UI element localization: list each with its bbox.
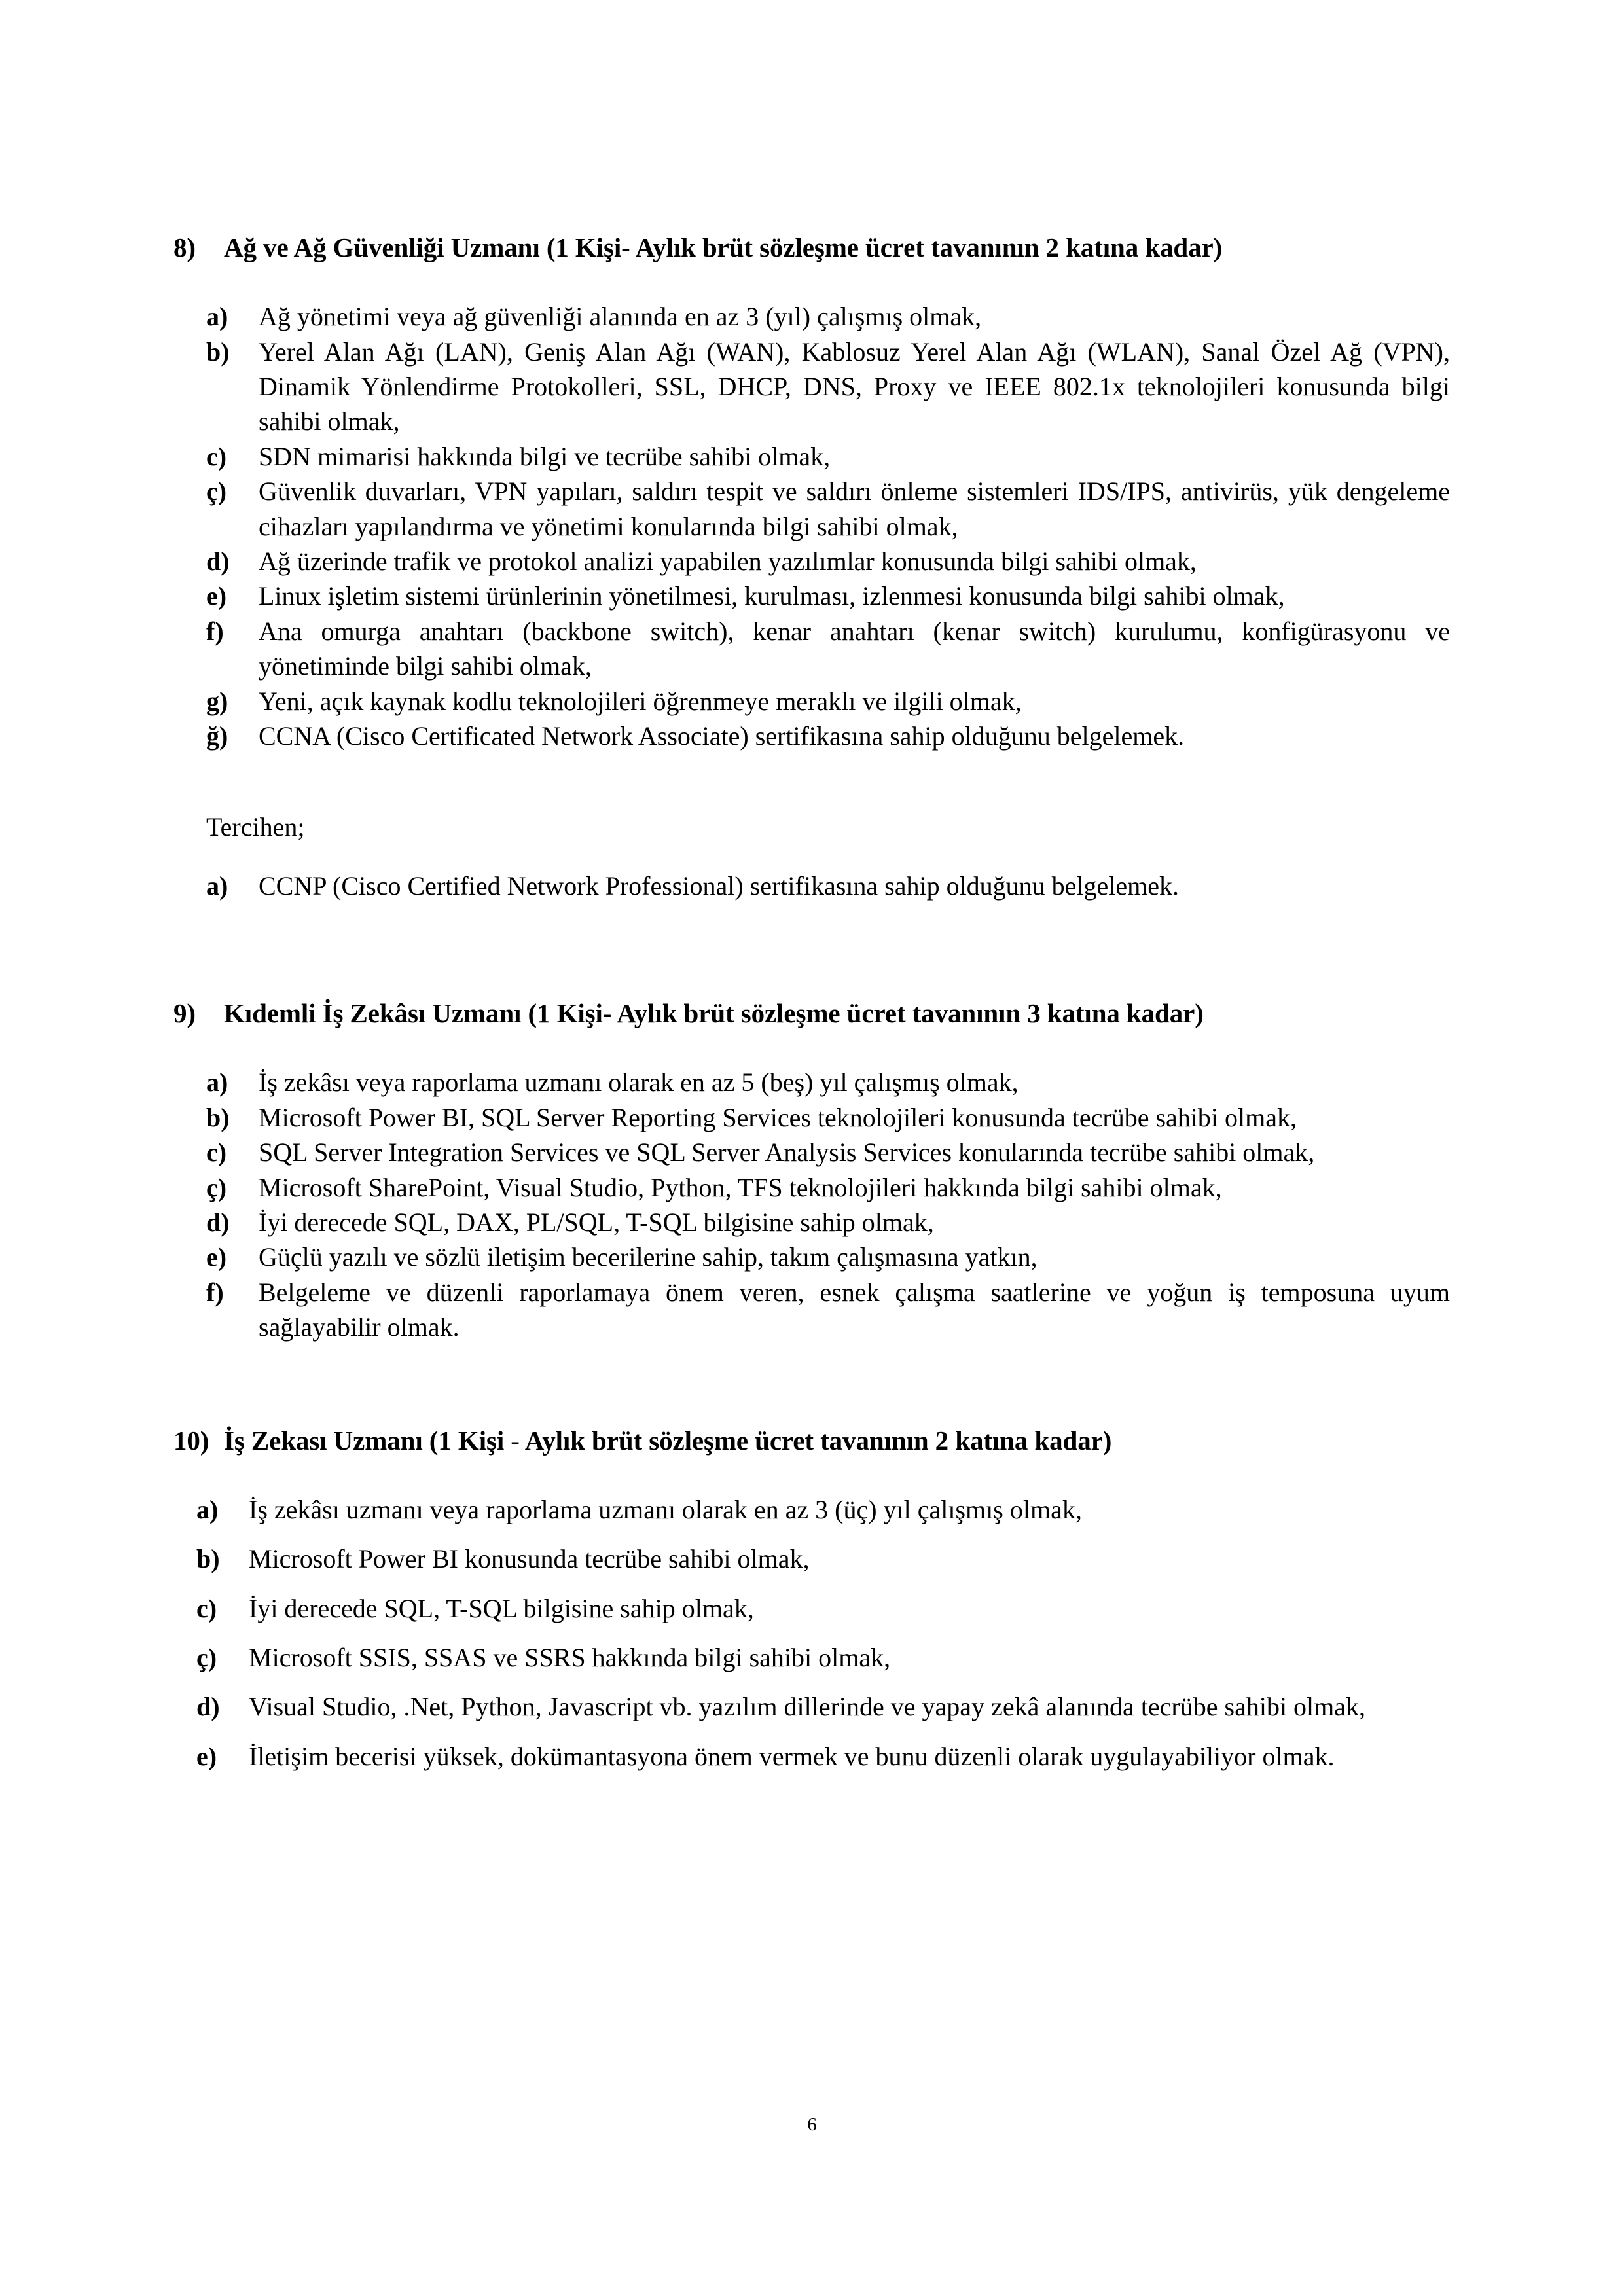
list-item	[206, 614, 1450, 684]
list-marker: b)	[196, 1544, 220, 1574]
list-item	[206, 1205, 1450, 1240]
list-item	[206, 684, 1450, 719]
section-number-8: 8)	[173, 232, 196, 262]
list-item	[206, 719, 1450, 753]
list-item-text: Güvenlik duvarları, VPN yapıları, saldırı tespit ve saldırı önleme sistemleri IDS/IPS, antivirüs, yük dengeleme cihazları yapılandırma ve yönetimi konularında bilgi sahibi olmak,	[259, 476, 1450, 541]
list-marker: g)	[206, 686, 228, 716]
section-heading-8	[173, 230, 1450, 265]
section-title-8: Ağ ve Ağ Güvenliği Uzmanı (1 Kişi- Aylık brüt sözleşme ücret tavanının 2 katına kadar)	[224, 232, 1223, 262]
list-marker: b)	[206, 336, 230, 367]
list-item	[196, 1689, 1450, 1724]
spacer	[173, 1458, 1450, 1492]
section-number-10: 10)	[173, 1425, 209, 1456]
requirements-list-10	[196, 1492, 1450, 1774]
list-item-text: Visual Studio, .Net, Python, Javascript vb. yazılım dillerinde ve yapay zekâ alanında tecrübe sahibi olmak,	[249, 1692, 1366, 1722]
list-item-text: CCNP (Cisco Certified Network Professional) sertifikasına sahip olduğunu belgelemek.	[259, 870, 1180, 901]
list-item	[196, 1591, 1450, 1626]
list-item-text: Yeni, açık kaynak kodlu teknolojileri öğrenmeye meraklı ve ilgili olmak,	[259, 686, 1022, 716]
list-marker: ğ)	[206, 721, 228, 751]
list-item	[206, 1275, 1450, 1345]
section-heading-9	[173, 996, 1450, 1031]
section-title-10: İş Zekası Uzmanı (1 Kişi - Aylık brüt sözleşme ücret tavanının 2 katına kadar)	[224, 1425, 1112, 1456]
list-item-text: Yerel Alan Ağı (LAN), Geniş Alan Ağı (WAN), Kablosuz Yerel Alan Ağı (WLAN), Sanal Özel Ağ (VPN), Dinamik Yönlendirme Protokolleri, SSL, DHCP, DNS, Proxy ve IEEE 802.1x teknolojileri konusunda bilgi sahibi olmak,	[259, 336, 1450, 437]
list-marker: a)	[196, 1494, 219, 1524]
list-item-text: CCNA (Cisco Certificated Network Associate) sertifikasına sahip olduğunu belgelemek.	[259, 721, 1185, 751]
list-marker: ç)	[206, 1172, 227, 1202]
list-item	[206, 474, 1450, 544]
list-item	[206, 544, 1450, 579]
list-marker: f)	[206, 616, 224, 646]
list-marker: d)	[206, 547, 230, 577]
list-item	[206, 1065, 1450, 1100]
list-item-text: Microsoft SSIS, SSAS ve SSRS hakkında bilgi sahibi olmak,	[249, 1643, 891, 1673]
preferred-list-8	[206, 869, 1450, 903]
list-item	[196, 1541, 1450, 1576]
list-item-text: Linux işletim sistemi ürünlerinin yönetilmesi, kurulması, izlenmesi konusunda bilgi sahibi olmak,	[259, 581, 1285, 611]
list-item	[206, 299, 1450, 334]
spacer	[173, 265, 1450, 299]
list-item-text: Ağ üzerinde trafik ve protokol analizi yapabilen yazılımlar konusunda bilgi sahibi olmak,	[259, 547, 1197, 577]
spacer	[173, 753, 1450, 810]
list-item	[196, 1640, 1450, 1675]
list-marker: c)	[206, 1138, 227, 1168]
list-marker: d)	[196, 1692, 220, 1722]
list-marker: c)	[196, 1593, 217, 1623]
list-item	[206, 1170, 1450, 1205]
list-item-text: SQL Server Integration Services ve SQL Server Analysis Services konularında tecrübe sahibi olmak,	[259, 1138, 1315, 1168]
list-marker: ç)	[206, 476, 227, 507]
requirements-list-8	[206, 299, 1450, 753]
list-item-text: Microsoft Power BI, SQL Server Reporting Services teknolojileri konusunda tecrübe sahibi olmak,	[259, 1102, 1297, 1132]
spacer	[173, 1345, 1450, 1424]
list-marker: d)	[206, 1208, 230, 1238]
list-item	[206, 1240, 1450, 1274]
list-item	[206, 869, 1450, 903]
list-marker: a)	[206, 1067, 228, 1098]
page-number: 6	[807, 2114, 817, 2135]
list-item-text: SDN mimarisi hakkında bilgi ve tecrübe sahibi olmak,	[259, 441, 831, 471]
list-marker: e)	[206, 1242, 227, 1272]
list-item	[206, 439, 1450, 474]
list-item	[196, 1739, 1450, 1774]
preferred-label-8: Tercihen;	[206, 812, 305, 842]
list-item	[196, 1492, 1450, 1527]
spacer	[173, 903, 1450, 996]
list-marker: f)	[206, 1277, 224, 1307]
section-title-9: Kıdemli İş Zekâsı Uzmanı (1 Kişi- Aylık brüt sözleşme ücret tavanının 3 katına kadar)	[224, 998, 1204, 1029]
list-item-text: İş zekâsı veya raporlama uzmanı olarak en az 5 (beş) yıl çalışmış olmak,	[259, 1067, 1019, 1098]
list-marker: ç)	[196, 1643, 217, 1673]
list-item-text: Microsoft SharePoint, Visual Studio, Python, TFS teknolojileri hakkında bilgi sahibi olmak,	[259, 1172, 1222, 1202]
list-item	[206, 334, 1450, 439]
list-item-text: İletişim becerisi yüksek, dokümantasyona önem vermek ve bunu düzenli olarak uygulayabiliyor olmak.	[249, 1741, 1335, 1771]
section-heading-10	[173, 1424, 1450, 1458]
list-marker: e)	[196, 1741, 217, 1771]
list-item-text: İyi derecede SQL, T-SQL bilgisine sahip olmak,	[249, 1593, 754, 1623]
list-item-text: Ağ yönetimi veya ağ güvenliği alanında en az 3 (yıl) çalışmış olmak,	[259, 302, 982, 332]
list-item-text: Microsoft Power BI konusunda tecrübe sahibi olmak,	[249, 1544, 810, 1574]
list-item	[206, 1100, 1450, 1135]
list-item-text: İş zekâsı uzmanı veya raporlama uzmanı olarak en az 3 (üç) yıl çalışmış olmak,	[249, 1494, 1082, 1524]
list-item	[206, 579, 1450, 613]
list-item-text: Güçlü yazılı ve sözlü iletişim becerilerine sahip, takım çalışmasına yatkın,	[259, 1242, 1038, 1272]
list-marker: e)	[206, 581, 227, 611]
page-content	[173, 230, 1450, 1788]
list-item-text: Belgeleme ve düzenli raporlamaya önem veren, esnek çalışma saatlerine ve yoğun iş temposuna uyum sağlayabilir olmak.	[259, 1277, 1450, 1342]
spacer	[173, 845, 1450, 869]
list-marker: a)	[206, 302, 228, 332]
requirements-list-9	[206, 1065, 1450, 1344]
list-marker: b)	[206, 1102, 230, 1132]
list-marker: a)	[206, 870, 228, 901]
section-number-9: 9)	[173, 998, 196, 1029]
spacer	[173, 1031, 1450, 1065]
list-item-text: Ana omurga anahtarı (backbone switch), kenar anahtarı (kenar switch) kurulumu, konfigürasyonu ve yönetiminde bilgi sahibi olmak,	[259, 616, 1450, 681]
list-item-text: İyi derecede SQL, DAX, PL/SQL, T-SQL bilgisine sahip olmak,	[259, 1208, 934, 1238]
list-marker: c)	[206, 441, 227, 471]
list-item	[206, 1135, 1450, 1170]
